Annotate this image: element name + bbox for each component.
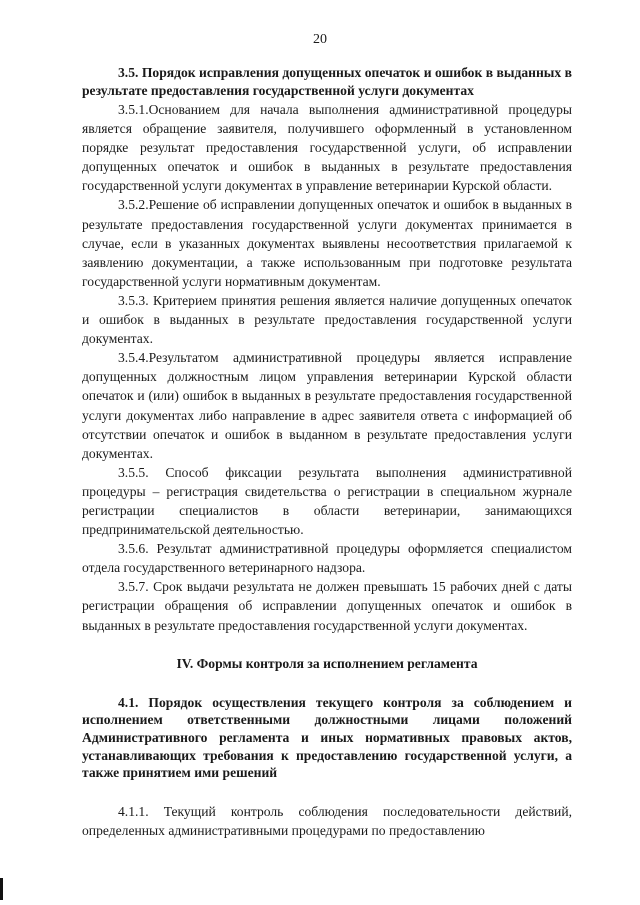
paragraph-3-5-2: 3.5.2.Решение об исправлении допущенных опечаток и ошибок в выданных в результате предоставления государственной услуги документах принимается в случае, если в указанных документах выявлены несоответствия прилагаемой к заявлению документации, а также использованным при подготовке результата государственной услуги нормативным документам. bbox=[82, 197, 572, 289]
document-body bbox=[82, 64, 572, 840]
paragraph-3-5-3: 3.5.3. Критерием принятия решения является наличие допущенных опечаток и ошибок в выданных в результате предоставления государственной услуги документах. bbox=[82, 292, 572, 347]
paragraph-3-5-5: 3.5.5. Способ фиксации результата выполнения административной процедуры – регистрация свидетельства о регистрации в специальном журнале регистрации специалистов в области ветеринарии, занимающихся предпринимательской деятельностью. bbox=[82, 464, 572, 538]
paragraph-3-5-4: 3.5.4.Результатом административной процедуры является исправление допущенных должностным лицом управления ветеринарии Курской области опечаток и (или) ошибок в выданных в результате предоставления государственной услуги документах либо направление в адрес заявителя ответа с информацией об отсутствии опечаток и ошибок в выданном в результате предоставления услуги документах. bbox=[82, 350, 572, 461]
paragraph-3-5-6: 3.5.6. Результат административной процедуры оформляется специалистом отдела государственного ветеринарного надзора. bbox=[82, 541, 572, 576]
section-4-1-heading: 4.1. Порядок осуществления текущего контроля за соблюдением и исполнением ответственными должностными лицами положений Административного регламента и иных нормативных правовых актов, устанавливающих требования к предоставлению государственной услуги, а также принятием ими решений bbox=[82, 694, 572, 781]
paragraph-4-1-1: 4.1.1. Текущий контроль соблюдения последовательности действий, определенных административными процедурами по предоставлению bbox=[82, 803, 572, 838]
scan-edge-mark bbox=[0, 878, 3, 900]
page-number: 20 bbox=[313, 32, 327, 47]
paragraph-3-5-7: 3.5.7. Срок выдачи результата не должен превышать 15 рабочих дней с даты регистрации обращения об исправлении допущенных опечаток и ошибок в выданных в результате предоставления государственной услуги документах. bbox=[82, 579, 572, 633]
section-3-5-heading: 3.5. Порядок исправления допущенных опечаток и ошибок в выданных в результате предоставления государственной услуги документах bbox=[82, 65, 572, 98]
chapter-4-heading: IV. Формы контроля за исполнением регламента bbox=[176, 655, 478, 671]
paragraph-3-5-1: 3.5.1.Основанием для начала выполнения административной процедуры является обращение заявителя, получившего оформленный в установленном порядке результат предоставления государственной услуги, об исправлении допущенных опечаток и ошибок в выданных в результате предоставления государственной услуги документах в управление ветеринарии Курской области. bbox=[82, 102, 572, 194]
spacer bbox=[82, 782, 572, 802]
